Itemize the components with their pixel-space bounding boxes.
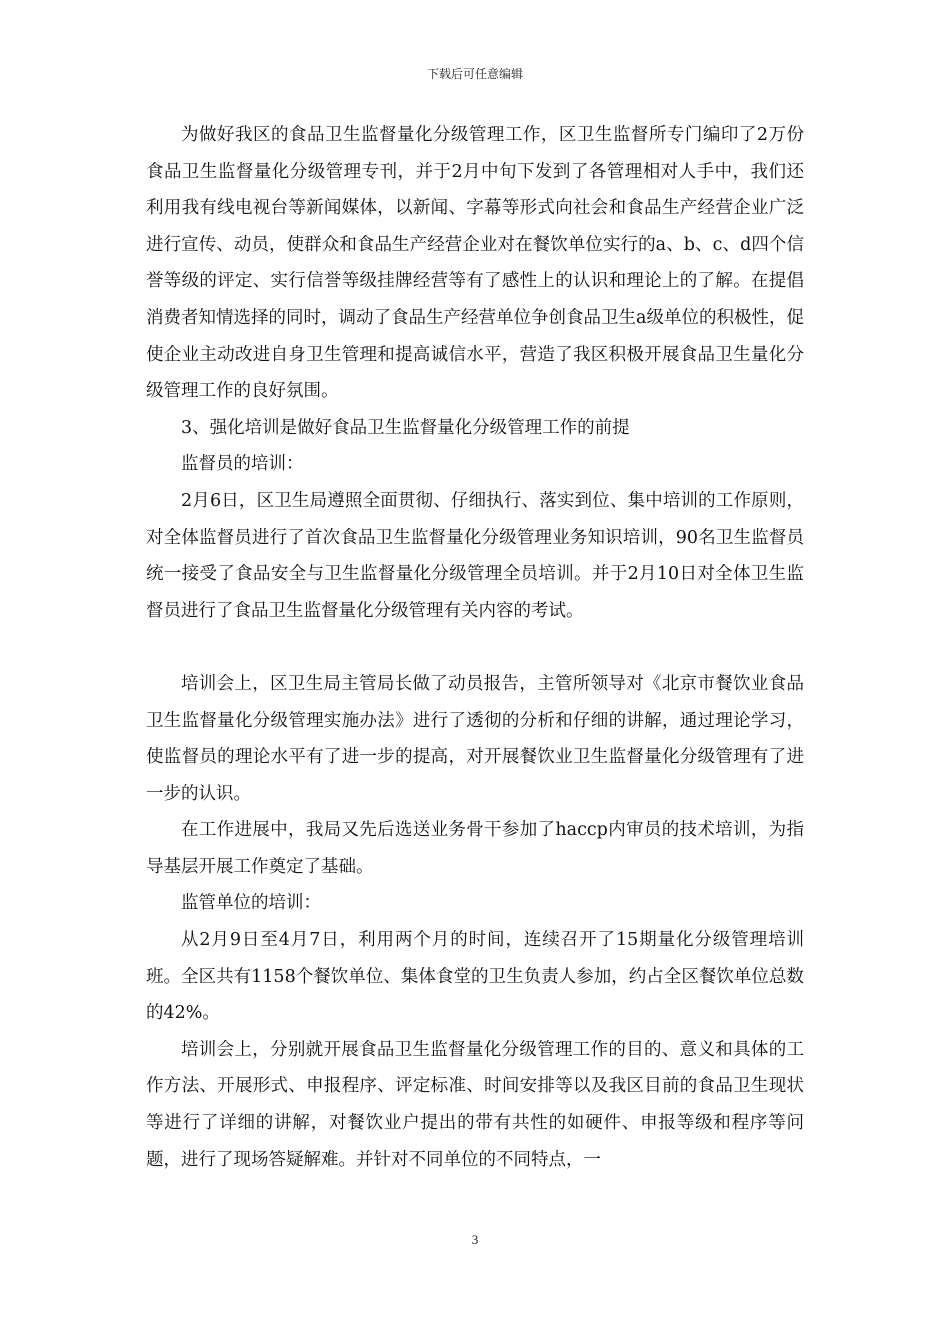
paragraph-unit-meeting: 培训会上，分别就开展食品卫生监督量化分级管理工作的目的、意义和具体的工作方法、开展形式、申报程序、评定标准、时间安排等以及我区目前的食品卫生现状等进行了详细的讲解，对餐饮业户提出的带有共性的如硬件、申报等级和程序等问题，进行了现场答疑解难。并针对不同单位的不同特点，一 — [146, 1039, 804, 1170]
paragraph-publicity: 为做好我区的食品卫生监督量化分级管理工作，区卫生监督所专门编印了2万份食品卫生监督量化分级管理专刊，并于2月中旬下发到了各管理相对人手中，我们还利用我有线电视台等新闻媒体，以新闻、字幕等形式向社会和食品生产经营企业广泛进行宣传、动员，使群众和食品生产经营企业对在餐饮单位实行的a、b、c、d四个信誉等级的评定、实行信誉等级挂牌经营等有了感性上的认识和理论上的了解。在提倡消费者知情选择的同时，调动了食品生产经营单位争创食品卫生a级单位的积极性，促使企业主动改进自身卫生管理和提高诚信水平，营造了我区积极开展食品卫生量化分级管理工作的良好氛围。 — [146, 125, 804, 402]
paragraph-training-meeting: 培训会上，区卫生局主管局长做了动员报告，主管所领导对《北京市餐饮业食品卫生监督量化分级管理实施办法》进行了透彻的分析和仔细的讲解，通过理论学习，使监督员的理论水平有了进一步的提高，对开展餐饮业卫生监督量化分级管理有了进一步的认识。 — [146, 673, 804, 804]
page-number: 3 — [471, 1232, 479, 1247]
paragraph-inspector-training: 2月6日，区卫生局遵照全面贯彻、仔细执行、落实到位、集中培训的工作原则，对全体监督员进行了首次食品卫生监督量化分级管理业务知识培训，90名卫生监督员统一接受了食品安全与卫生监督量化分级管理全员培训。并于2月10日对全体卫生监督员进行了食品卫生监督量化分级管理有关内容的考试。 — [146, 490, 804, 621]
paragraph-haccp: 在工作进展中，我局又先后选送业务骨干参加了haccp内审员的技术培训，为指导基层开展工作奠定了基础。 — [146, 820, 804, 877]
paragraph-unit-training: 从2月9日至4月7日，利用两个月的时间，连续召开了15期量化分级管理培训班。全区共有1158个餐饮单位、集体食堂的卫生负责人参加，约占全区餐饮单位总数的42%。 — [146, 930, 804, 1024]
page-header: 下载后可任意编辑 — [426, 67, 523, 81]
subheading-inspector-training: 监督员的培训： — [181, 454, 304, 475]
document-body — [146, 117, 804, 1178]
subheading-unit-training: 监管单位的培训： — [181, 893, 321, 914]
section-heading-training: 3、强化培训是做好食品卫生监督量化分级管理工作的前提 — [181, 417, 630, 438]
